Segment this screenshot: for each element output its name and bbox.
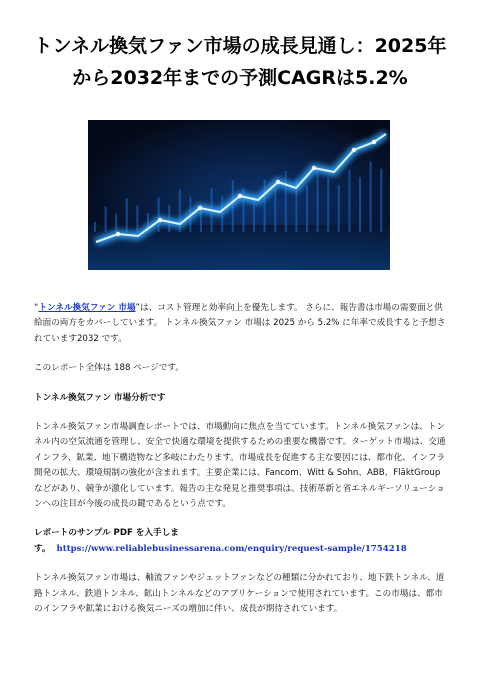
sample-heading: レポートのサンプル PDF を入手しま す。 https://www.reliablebusinessarena.com/enquiry/request-sample/1754218 bbox=[34, 528, 407, 554]
title-line-1: トンネル換気ファン市場の成長見通し：2025年 bbox=[33, 35, 447, 57]
analysis-paragraph: トンネル換気ファン市場調査レポートでは、市場動向に焦点を当てています。トンネル換気ファンは、トンネル内の空気流通を管理し、安全で快適な環境を提供するための重要な機器です。ターゲット市場は、交通インフラ、鉱業、地下構造物など多岐にわたります。市場成長を促進する主な要因には、都市化、インフラ開発の拡大、環境規制の強化が含まれます。主要企業には、Fancom、Witt & Sohn、ABB、FläktGroupなどがあり、競争が激化しています。報告の主な発見と推奨事項は、技術革新と省エネルギーソリューションへの注目が今後の成長の鍵であるという点です。 bbox=[34, 422, 446, 510]
background-bar bbox=[105, 206, 107, 232]
background-bar bbox=[126, 198, 128, 232]
trend-point bbox=[238, 194, 242, 198]
background-bar bbox=[158, 197, 160, 232]
hero-image bbox=[88, 120, 390, 270]
title-line-2: から2032年までの予測CAGRは5.2% bbox=[72, 67, 408, 89]
intro-paragraph: “トンネル換気ファン 市場”は、コスト管理と効率向上を優先します。 さらに、報告書は市場の需要面と供給面の両方をカバーしています。 トンネル換気ファン 市場は 2025 から 5.2% に年率で成長すると予想されています2032 です。 bbox=[34, 303, 446, 344]
background-bar bbox=[348, 170, 350, 232]
background-bar bbox=[338, 185, 340, 232]
background-bar bbox=[359, 177, 361, 232]
background-bar bbox=[327, 178, 329, 232]
trend-point bbox=[352, 148, 356, 152]
analysis-heading: トンネル換気ファン 市場分析です bbox=[34, 392, 166, 403]
background-bar bbox=[115, 214, 117, 232]
trend-point bbox=[312, 166, 316, 170]
background-bar bbox=[94, 222, 96, 232]
background-bar bbox=[306, 186, 308, 232]
background-bar bbox=[274, 187, 276, 232]
trend-point bbox=[116, 232, 120, 236]
background-bar bbox=[370, 161, 372, 232]
article-body bbox=[34, 301, 446, 618]
background-bar bbox=[264, 179, 266, 232]
background-bar bbox=[317, 170, 319, 232]
page-count-note: このレポート全体は 188 ページです。 bbox=[34, 363, 184, 374]
trend-point bbox=[372, 140, 376, 144]
segments-paragraph: トンネル換気ファン市場は、軸流ファンやジェットファンなどの種類に分かれており、地下鉄トンネル、道路トンネル、鉄道トンネル、鉱山トンネルなどのアプリケーションで使用されています。この市場は、都市のインフラや鉱業における換気ニーズの増加に伴い、成長が期待されています。 bbox=[34, 573, 445, 615]
growth-chart-image bbox=[88, 120, 390, 270]
trend-point bbox=[198, 206, 202, 210]
page-title bbox=[24, 30, 456, 94]
background-bar bbox=[136, 206, 138, 232]
background-bar bbox=[380, 169, 382, 232]
market-link[interactable]: トンネル換気ファン 市場 bbox=[38, 303, 136, 313]
sample-request-link[interactable]: https://www.reliablebusinessarena.com/enquiry/request-sample/1754218 bbox=[56, 543, 407, 554]
trend-point bbox=[276, 180, 280, 184]
trend-point bbox=[158, 218, 162, 222]
